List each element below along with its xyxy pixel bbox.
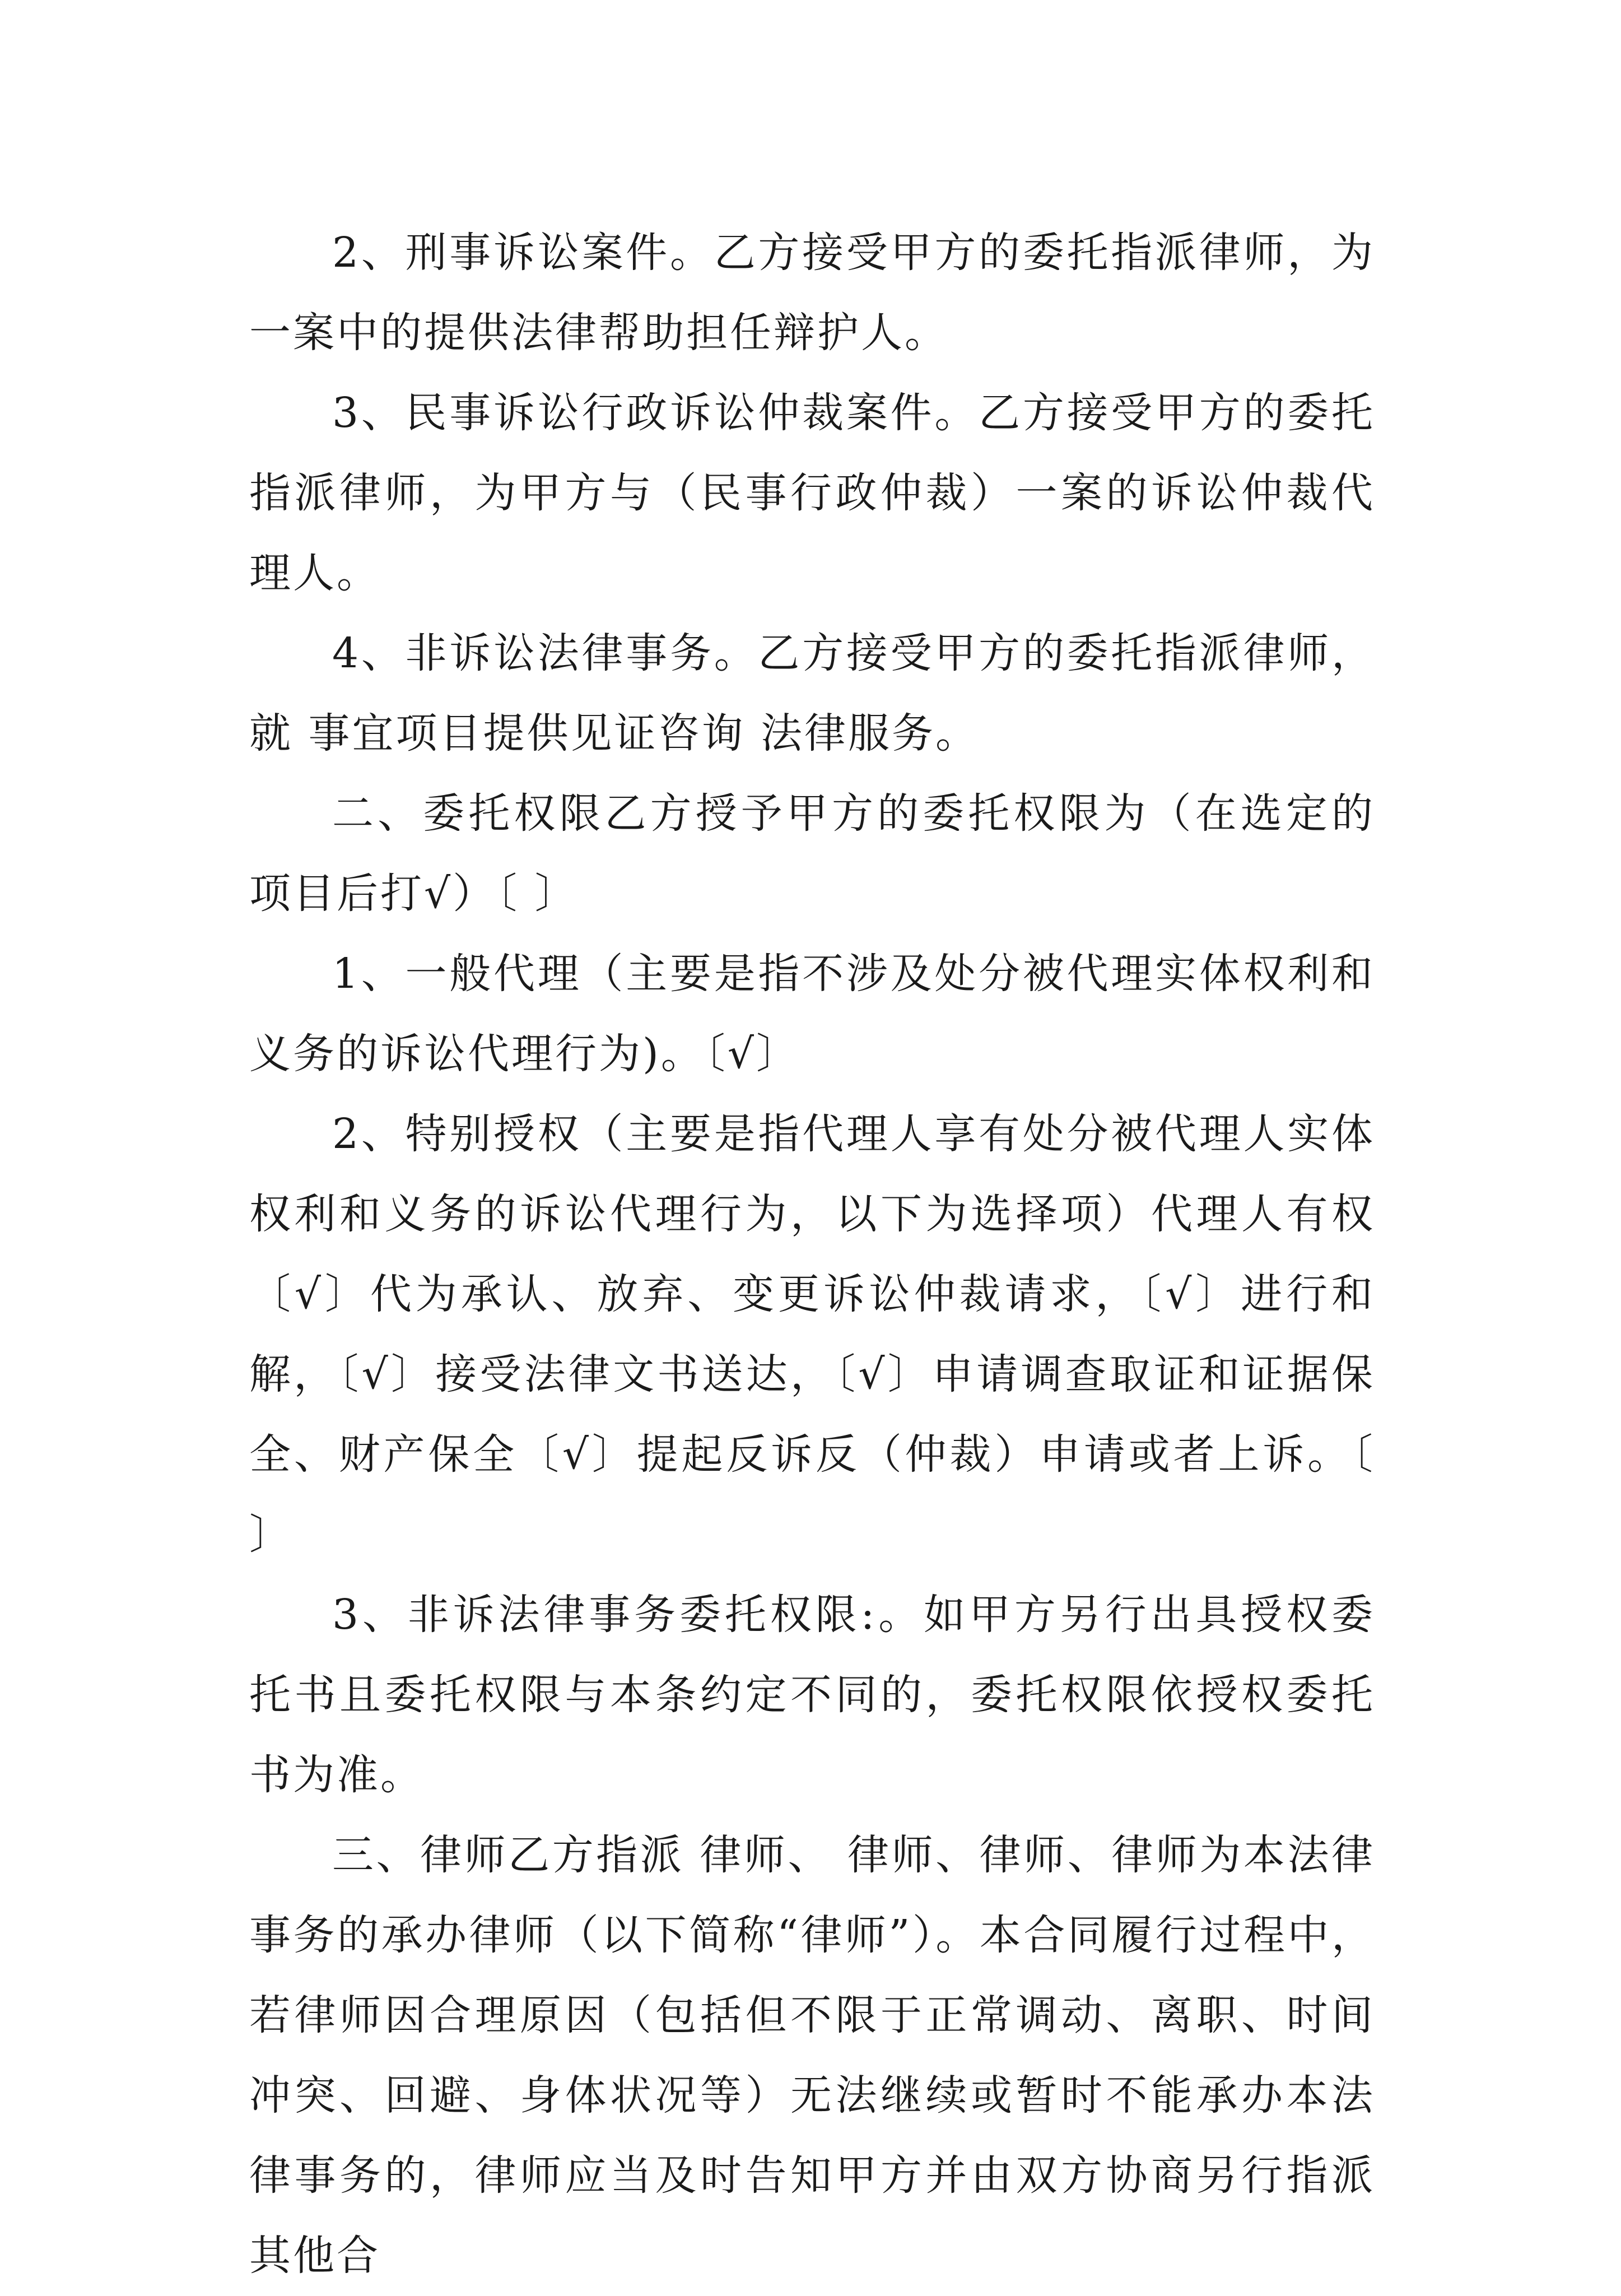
paragraph-assigned-lawyers: 三、律师乙方指派 律师、 律师、律师、律师为本法律事务的承办律师（以下简称“律师”）。本合同履行过程中，若律师因合理原因（包括但不限于正常调动、离职、时间冲突、回避、身体状况等）无法继续或暂时不能承办本法律事务的，律师应当及时告知甲方并由双方协商另行指派其他合: [249, 1831, 1375, 2280]
paragraph-criminal-case: 2、刑事诉讼案件。乙方接受甲方的委托指派律师，为一案中的提供法律帮助担任辩护人。: [249, 229, 1375, 357]
paragraph-authority-scope: 二、委托权限乙方授予甲方的委托权限为（在选定的项目后打√）〔 〕: [249, 789, 1375, 918]
document-body: [249, 213, 1375, 2296]
paragraph-non-litigation-matter: 4、非诉讼法律事务。乙方接受甲方的委托指派律师，就 事宜项目提供见证咨询 法律服务。: [249, 629, 1375, 757]
paragraph-civil-administrative-case: 3、民事诉讼行政诉讼仲裁案件。乙方接受甲方的委托指派律师，为甲方与（民事行政仲裁）一案的诉讼仲裁代理人。: [249, 389, 1375, 597]
paragraph-general-agency: 1、一般代理（主要是指不涉及处分被代理实体权利和义务的诉讼代理行为)。〔√〕: [249, 950, 1375, 1078]
paragraph-non-litigation-authority: 3、非诉法律事务委托权限:。如甲方另行出具授权委托书且委托权限与本条约定不同的，委托权限依授权委托书为准。: [249, 1591, 1375, 1799]
paragraph-special-authorization: 2、特别授权（主要是指代理人享有处分被代理人实体权利和义务的诉讼代理行为，以下为选择项）代理人有权〔√〕代为承认、放弃、变更诉讼仲裁请求，〔√〕进行和解，〔√〕接受法律文书送达，〔√〕申请调查取证和证据保全、财产保全〔√〕提起反诉反（仲裁）申请或者上诉。〔 〕: [249, 1110, 1375, 1559]
